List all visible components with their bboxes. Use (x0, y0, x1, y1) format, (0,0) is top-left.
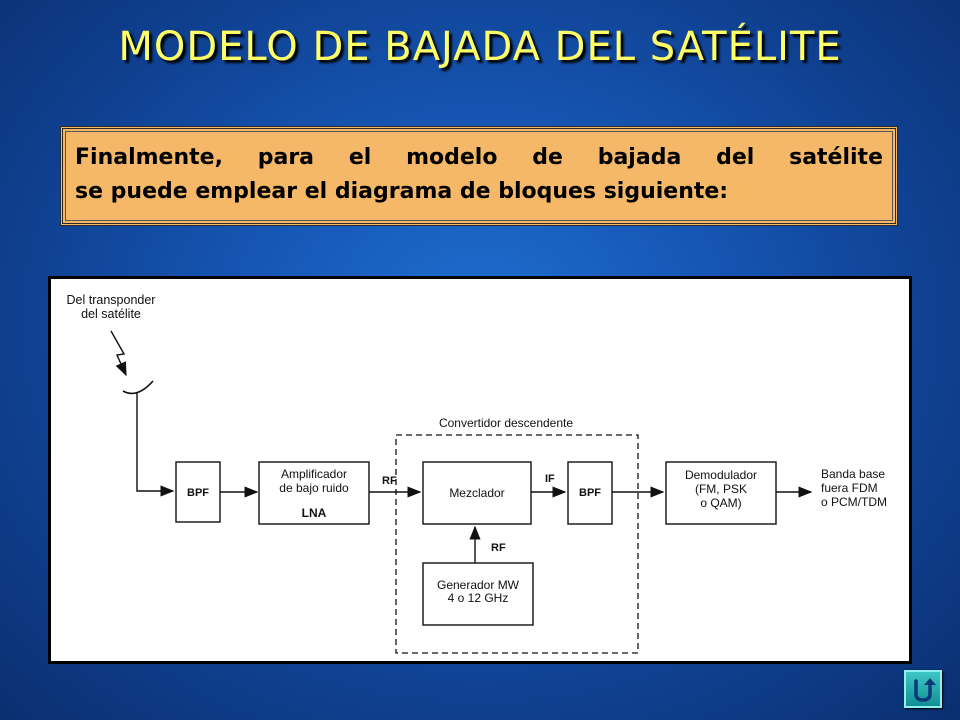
return-nav-button[interactable] (904, 670, 942, 708)
lna-label-line-1: Amplificador (280, 467, 348, 481)
rf-label-2: RF (491, 542, 506, 554)
antenna-feed-line (137, 393, 173, 491)
bpf-block-1-label: BPF (187, 487, 209, 499)
generator-label-line-2: 4 o 12 GHz (447, 591, 509, 605)
demodulator-label-line-3: o QAM) (700, 496, 742, 510)
lna-label-line-2: de bajo ruido (279, 481, 349, 495)
output-label-line-1: Banda base (821, 467, 886, 481)
bpf-block-2-label: BPF (579, 487, 601, 499)
return-arrow-icon (906, 672, 940, 706)
demodulator-label-line-1: Demodulador (684, 468, 758, 482)
demodulator-label-line-2: (FM, PSK (694, 482, 748, 496)
lightning-bolt-icon (111, 331, 126, 375)
block-diagram (48, 276, 912, 664)
output-label-line-3: o PCM/TDM (821, 495, 887, 509)
converter-dashed-box (396, 435, 638, 653)
dish-antenna-icon (123, 381, 153, 393)
block-diagram-svg (51, 279, 909, 661)
if-label: IF (545, 473, 555, 485)
converter-label: Convertidor descendente (438, 416, 574, 430)
intro-line-2: se puede emplear el diagrama de bloques siguiente: (75, 179, 729, 204)
source-label-line-1: Del transponder (66, 293, 156, 307)
intro-text-box (60, 126, 898, 226)
slide-title: MODELO DE BAJADA DEL SATÉLITE (118, 24, 842, 70)
source-label-line-2: del satélite (81, 307, 141, 321)
mixer-label: Mezclador (449, 486, 505, 500)
rf-label-1: RF (382, 475, 397, 487)
intro-line-1: Finalmente, para el modelo de bajada del satélite (75, 145, 883, 170)
lna-label-line-3: LNA (301, 506, 327, 520)
generator-label-line-1: Generador MW (436, 578, 520, 592)
output-label-line-2: fuera FDM (821, 481, 878, 495)
